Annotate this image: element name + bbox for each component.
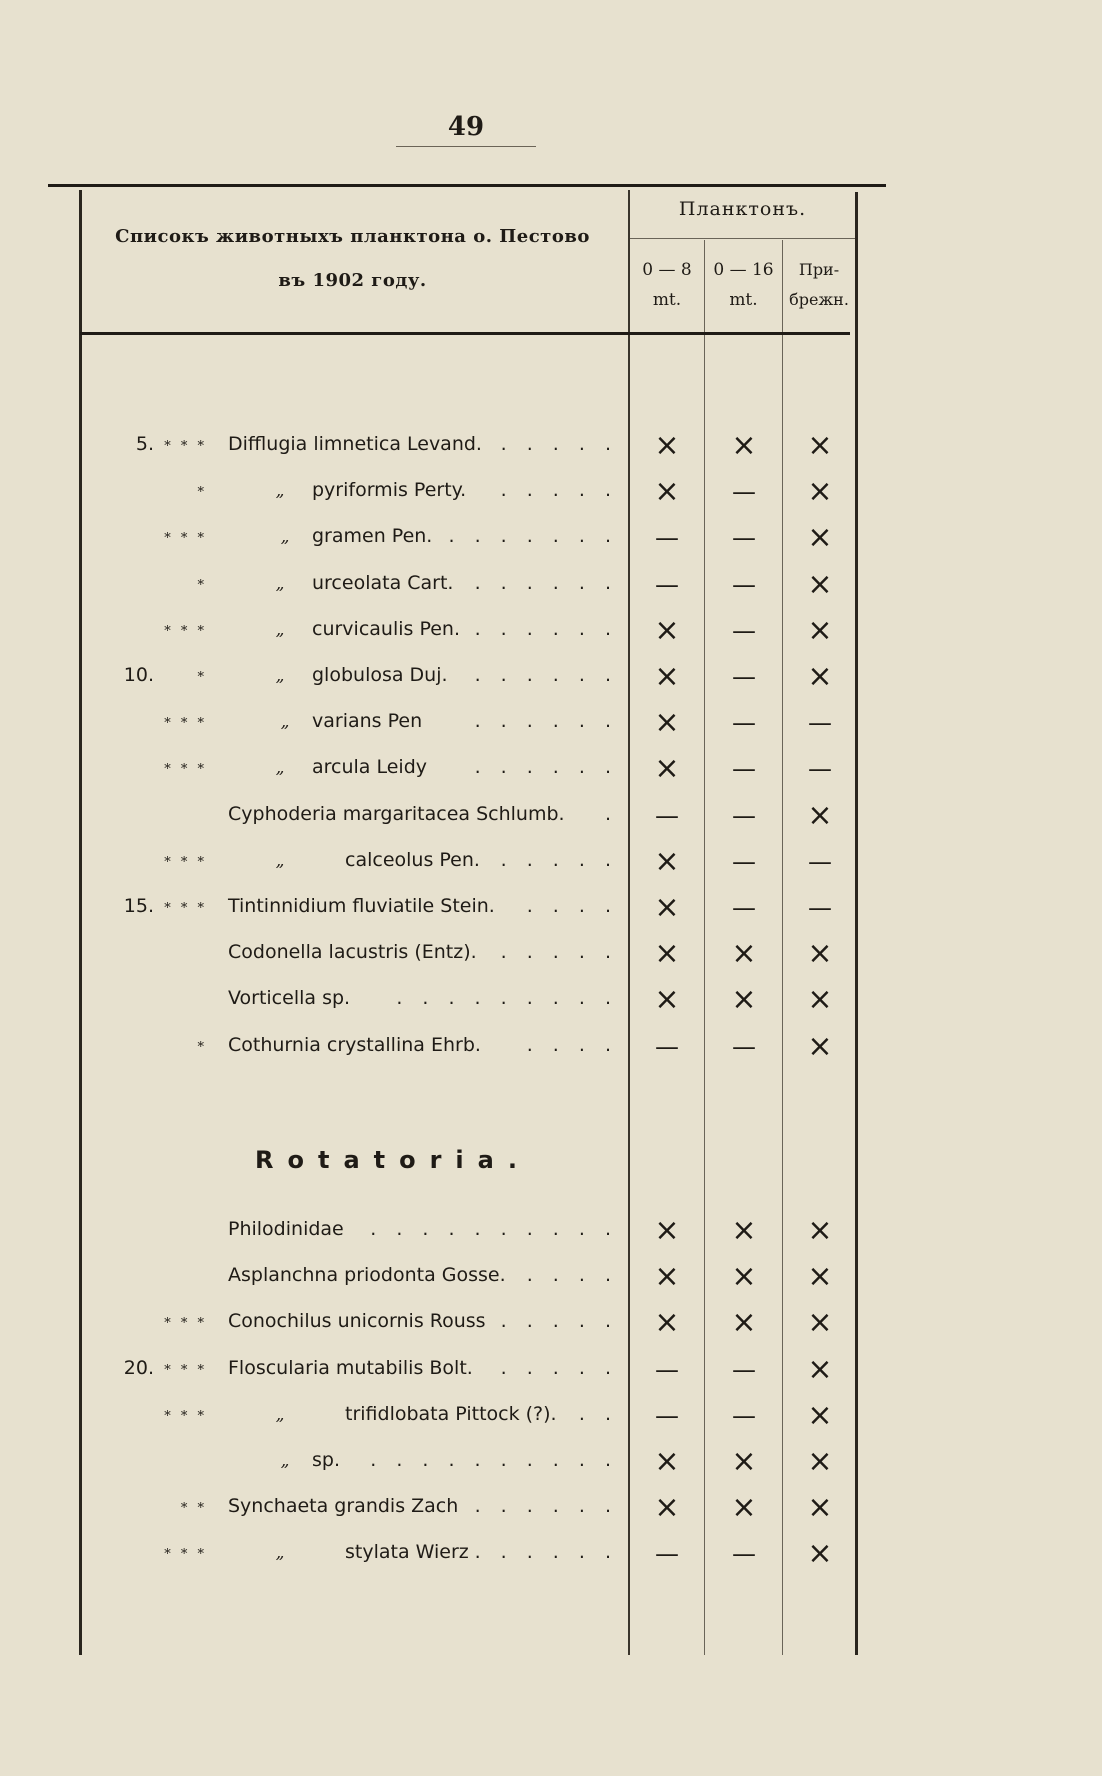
mark-0-8m: — [655, 571, 679, 599]
table-row [0, 608, 1102, 654]
leader-dots: . . . . [526, 1264, 618, 1286]
leader-dots: . . . . . . [474, 1541, 618, 1563]
ditto-mark: „ [280, 1451, 290, 1471]
leader-dots: . . . . [526, 1034, 618, 1056]
column-header-shore: При- брежн. [789, 260, 849, 309]
mark-0-8m: × [654, 982, 680, 1017]
species-name: Asplanchna priodonta Gosse. [228, 1264, 506, 1286]
occurrence-stars: * * * [164, 1547, 207, 1562]
row-number: 5. [135, 433, 154, 455]
ditto-mark: „ [275, 758, 285, 778]
leader-dots: . . . . [526, 895, 618, 917]
table-row [0, 1024, 1102, 1070]
table-title-year: въ 1902 году. [278, 270, 427, 291]
ditto-mark: „ [275, 1543, 285, 1563]
occurrence-stars: * * * [164, 901, 207, 916]
table-row [0, 1300, 1102, 1346]
mark-shore: × [807, 659, 833, 694]
mark-0-8m: × [654, 844, 680, 879]
mark-shore: × [807, 520, 833, 555]
leader-dots: . . . . . [500, 479, 618, 501]
mark-shore: × [807, 613, 833, 648]
mark-0-16m: — [732, 617, 756, 645]
mark-0-8m: × [654, 1444, 680, 1479]
mark-shore: × [807, 982, 833, 1017]
mark-0-16m: — [732, 802, 756, 830]
mark-shore: × [807, 1398, 833, 1433]
mark-0-8m: — [655, 524, 679, 552]
mark-shore: × [807, 798, 833, 833]
mark-0-8m: × [654, 613, 680, 648]
mark-0-8m: × [654, 1490, 680, 1525]
ditto-mark: „ [275, 574, 285, 594]
table-row [0, 1208, 1102, 1254]
table-row [0, 1439, 1102, 1485]
table-row [0, 515, 1102, 561]
mark-0-16m: — [732, 709, 756, 737]
species-name: pyriformis Perty. [312, 479, 467, 501]
occurrence-stars: * * * [164, 1316, 207, 1331]
mark-0-16m: × [731, 1490, 757, 1525]
mark-0-16m: — [732, 848, 756, 876]
species-name: arcula Leidy [312, 756, 428, 778]
table-row [0, 469, 1102, 515]
mark-0-16m: × [731, 982, 757, 1017]
table-row [0, 1347, 1102, 1393]
row-number: 15. [123, 895, 154, 917]
occurrence-stars: * * * [164, 855, 207, 870]
mark-0-16m: — [732, 1033, 756, 1061]
occurrence-stars: * [197, 485, 207, 500]
leader-dots: . . . . . . . . . . [370, 1218, 618, 1240]
table-row [0, 839, 1102, 885]
section-title-rotatoria: Rotatoria. [255, 1146, 531, 1174]
table-row [0, 1531, 1102, 1577]
mark-0-8m: — [655, 1402, 679, 1430]
ditto-mark: „ [275, 851, 285, 871]
leader-dots: . [604, 803, 618, 825]
mark-0-8m: × [654, 1305, 680, 1340]
mark-0-16m: — [732, 571, 756, 599]
row-number: 10. [123, 664, 154, 686]
table-row [0, 885, 1102, 931]
mark-shore: × [807, 428, 833, 463]
mark-0-8m: × [654, 705, 680, 740]
mark-0-16m: × [731, 1444, 757, 1479]
mark-shore: × [807, 474, 833, 509]
mark-0-8m: × [654, 751, 680, 786]
mark-0-16m: — [732, 663, 756, 691]
species-name: gramen Pen. [312, 525, 433, 547]
mark-0-16m: × [731, 1259, 757, 1294]
mark-0-8m: × [654, 890, 680, 925]
leader-dots: . . . . . . [474, 618, 618, 640]
occurrence-stars: * * * [164, 1409, 207, 1424]
occurrence-stars: * * * [164, 716, 207, 731]
occurrence-stars: * * * [164, 439, 207, 454]
species-name: Codonella lacustris (Entz). [228, 941, 477, 963]
mark-0-16m: — [732, 755, 756, 783]
table-title: Списокъ животныхъ планктона о. Пестово [115, 226, 590, 247]
species-name: Difflugia limnetica Levand. [228, 433, 482, 455]
mark-shore: — [808, 755, 832, 783]
species-name: urceolata Cart. [312, 572, 454, 594]
leader-dots: . . [578, 1403, 618, 1425]
species-name: Floscularia mutabilis Bolt. [228, 1357, 473, 1379]
leader-dots: . . . . . . [474, 1495, 618, 1517]
mark-0-16m: — [732, 1540, 756, 1568]
mark-shore: × [807, 1536, 833, 1571]
mark-shore: × [807, 1352, 833, 1387]
mark-0-16m: — [732, 478, 756, 506]
ditto-mark: „ [275, 1405, 285, 1425]
leader-dots: . . . . . [500, 1357, 618, 1379]
leader-dots: . . . . . [500, 941, 618, 963]
mark-0-16m: — [732, 894, 756, 922]
leader-dots: . . . . . . [474, 710, 618, 732]
occurrence-stars: * [197, 578, 207, 593]
species-name: trifidlobata Pittock (?). [345, 1403, 557, 1425]
mark-0-8m: × [654, 428, 680, 463]
occurrence-stars: * [197, 1040, 207, 1055]
mark-0-8m: × [654, 659, 680, 694]
leader-dots: . . . . . . [474, 756, 618, 778]
species-name: Cyphoderia margaritacea Schlumb. [228, 803, 565, 825]
species-name: curvicaulis Pen. [312, 618, 461, 640]
mark-0-8m: — [655, 1540, 679, 1568]
table-row [0, 654, 1102, 700]
plankton-header: Планктонъ. [678, 198, 807, 220]
leader-dots: . . . . . . [474, 664, 618, 686]
table-row [0, 931, 1102, 977]
header-bottom-rule [80, 332, 850, 335]
mark-shore: — [808, 848, 832, 876]
row-number: 20. [123, 1357, 154, 1379]
table-top-rule [48, 184, 886, 187]
mark-shore: — [808, 894, 832, 922]
occurrence-stars: * * * [164, 531, 207, 546]
species-name: stylata Wierz [345, 1541, 469, 1563]
mark-0-8m: × [654, 936, 680, 971]
mark-shore: × [807, 1213, 833, 1248]
mark-0-8m: — [655, 802, 679, 830]
table-row [0, 793, 1102, 839]
leader-dots: . . . . . [500, 849, 618, 871]
ditto-mark: „ [275, 666, 285, 686]
page-number-rule [396, 146, 536, 147]
table-row [0, 977, 1102, 1023]
mark-0-8m: × [654, 474, 680, 509]
occurrence-stars: * * * [164, 1363, 207, 1378]
mark-0-16m: × [731, 428, 757, 463]
species-name: globulosa Duj. [312, 664, 448, 686]
species-name: Philodinidae [228, 1218, 344, 1240]
leader-dots: . . . . . [500, 1310, 618, 1332]
occurrence-stars: * [197, 670, 207, 685]
mark-shore: × [807, 1490, 833, 1525]
table-row [0, 423, 1102, 469]
species-name: Tintinnidium fluviatile Stein. [228, 895, 495, 917]
occurrence-stars: * * [180, 1501, 207, 1516]
species-name: Conochilus unicornis Rouss [228, 1310, 486, 1332]
species-name: Cothurnia crystallina Ehrb. [228, 1034, 481, 1056]
ditto-mark: „ [275, 620, 285, 640]
table-row [0, 1254, 1102, 1300]
mark-shore: × [807, 1444, 833, 1479]
mark-0-8m: × [654, 1259, 680, 1294]
mark-0-16m: × [731, 936, 757, 971]
mark-0-16m: × [731, 1213, 757, 1248]
mark-shore: × [807, 1305, 833, 1340]
mark-0-8m: — [655, 1033, 679, 1061]
mark-0-16m: — [732, 524, 756, 552]
leader-dots: . . . . . [500, 433, 618, 455]
mark-0-16m: × [731, 1305, 757, 1340]
mark-shore: × [807, 1259, 833, 1294]
leader-dots: . . . . . . . [448, 525, 618, 547]
table-row [0, 700, 1102, 746]
species-name: Vorticella sp. [228, 987, 351, 1009]
species-name: varians Pen [312, 710, 423, 732]
plankton-underline [630, 238, 855, 239]
species-name: calceolus Pen. [345, 849, 480, 871]
species-name: sp. [312, 1449, 340, 1471]
mark-shore: × [807, 936, 833, 971]
leader-dots: . . . . . . . . . . [370, 1449, 618, 1471]
mark-0-8m: × [654, 1213, 680, 1248]
ditto-mark: „ [280, 712, 290, 732]
occurrence-stars: * * * [164, 762, 207, 777]
mark-0-16m: — [732, 1356, 756, 1384]
occurrence-stars: * * * [164, 624, 207, 639]
mark-0-16m: — [732, 1402, 756, 1430]
mark-shore: — [808, 709, 832, 737]
ditto-mark: „ [275, 481, 285, 501]
leader-dots: . . . . . . . . . [396, 987, 618, 1009]
mark-shore: × [807, 567, 833, 602]
table-row [0, 1485, 1102, 1531]
species-name: Synchaeta grandis Zach [228, 1495, 459, 1517]
leader-dots: . . . . . . [474, 572, 618, 594]
mark-0-8m: — [655, 1356, 679, 1384]
table-row [0, 746, 1102, 792]
column-header-0-16: 0 — 16 mt. [713, 260, 774, 310]
ditto-mark: „ [280, 527, 290, 547]
table-row [0, 562, 1102, 608]
mark-shore: × [807, 1029, 833, 1064]
page-number: 49 [447, 112, 485, 142]
column-header-0-8: 0 — 8 mt. [642, 260, 692, 310]
table-row [0, 1393, 1102, 1439]
